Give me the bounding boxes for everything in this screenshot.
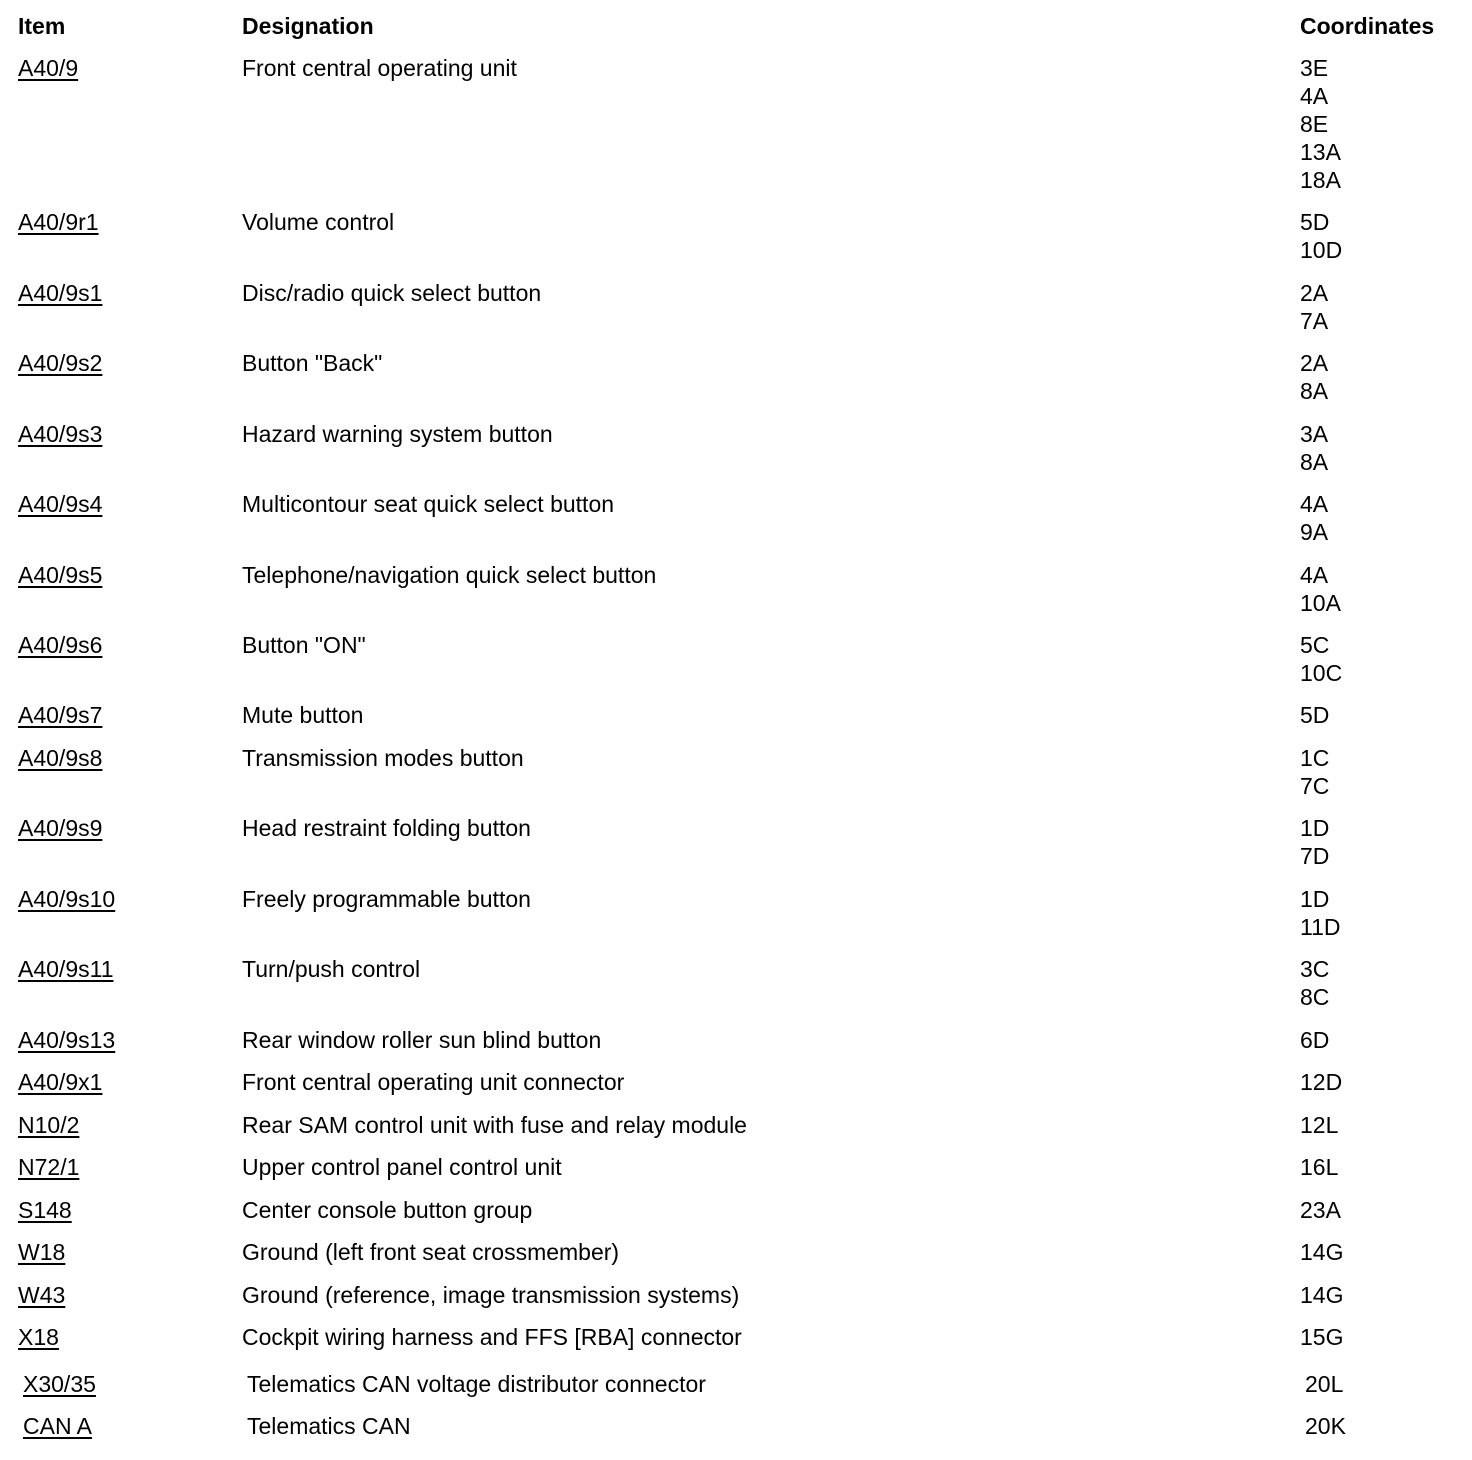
coordinates-cell	[1300, 420, 1328, 476]
designation-cell: Head restraint folding button	[242, 815, 531, 841]
designation-cell: Button "Back"	[242, 350, 383, 376]
designation-cell: Upper control panel control unit	[242, 1154, 562, 1180]
item-cell	[18, 54, 78, 82]
coordinates-cell	[1300, 1153, 1338, 1181]
designation-cell: Front central operating unit	[242, 55, 517, 81]
item-link[interactable]: A40/9s1	[18, 280, 103, 306]
coordinate-value: 3E	[1300, 55, 1329, 81]
item-link[interactable]: N72/1	[18, 1154, 80, 1180]
coordinate-value: 1D	[1300, 815, 1330, 841]
item-cell	[18, 631, 102, 659]
coordinate-value: 1D	[1300, 886, 1330, 912]
item-cell	[18, 701, 102, 729]
item-cell	[18, 208, 99, 236]
item-cell	[23, 1370, 96, 1398]
designation-cell: Transmission modes button	[242, 745, 524, 771]
designation-cell: Ground (left front seat crossmember)	[242, 1239, 620, 1265]
designation-cell: Ground (reference, image transmission systems)	[242, 1282, 740, 1308]
designation-cell: Front central operating unit connector	[242, 1069, 625, 1095]
header-item: Item	[18, 13, 66, 39]
item-link[interactable]: A40/9s4	[18, 491, 103, 517]
item-cell	[18, 1281, 65, 1309]
item-cell	[23, 1412, 92, 1440]
coordinate-value: 1C	[1300, 745, 1330, 771]
item-cell	[18, 1323, 59, 1351]
coordinate-value: 8E	[1300, 111, 1329, 137]
coordinate-value: 5C	[1300, 632, 1330, 658]
item-link[interactable]: A40/9s5	[18, 562, 103, 588]
designation-cell: Mute button	[242, 702, 364, 728]
header-coordinates: Coordinates	[1300, 13, 1435, 39]
item-cell	[18, 1026, 115, 1054]
coordinates-cell	[1300, 208, 1342, 264]
coordinate-value: 20L	[1305, 1371, 1344, 1397]
coordinate-value: 5D	[1300, 209, 1330, 235]
coordinates-cell	[1300, 561, 1341, 617]
coordinate-value: 9A	[1300, 519, 1329, 545]
coordinates-cell	[1300, 490, 1328, 546]
designation-cell: Freely programmable button	[242, 886, 531, 912]
designation-cell: Telematics CAN	[247, 1413, 411, 1439]
designation-cell: Telephone/navigation quick select button	[242, 562, 657, 588]
coordinate-value: 4A	[1300, 562, 1329, 588]
coordinate-value: 13A	[1300, 139, 1341, 165]
designation-cell: Center console button group	[242, 1197, 533, 1223]
item-cell	[18, 744, 102, 772]
coordinates-cell	[1300, 1068, 1342, 1096]
coordinate-value: 20K	[1305, 1413, 1346, 1439]
coordinates-cell	[1300, 1281, 1343, 1309]
item-cell	[18, 885, 115, 913]
designation-cell: Hazard warning system button	[242, 421, 553, 447]
item-link[interactable]: CAN A	[23, 1413, 93, 1439]
item-link[interactable]: A40/9s10	[18, 886, 116, 912]
coordinates-cell	[1300, 631, 1342, 687]
coordinate-value: 16L	[1300, 1154, 1339, 1180]
coordinate-value: 8A	[1300, 378, 1329, 404]
coordinates-cell	[1300, 54, 1341, 194]
coordinates-cell	[1300, 885, 1341, 941]
item-cell	[18, 490, 102, 518]
item-cell	[18, 1068, 102, 1096]
coordinate-value: 10C	[1300, 660, 1343, 686]
item-cell	[18, 349, 102, 377]
coordinates-cell	[1300, 1323, 1343, 1351]
item-link[interactable]: N10/2	[18, 1112, 80, 1138]
coordinate-value: 3C	[1300, 956, 1330, 982]
designation-cell: Multicontour seat quick select button	[242, 491, 615, 517]
coordinate-value: 10A	[1300, 590, 1341, 616]
coordinates-cell	[1300, 279, 1328, 335]
item-link[interactable]: A40/9s8	[18, 745, 103, 771]
coordinate-value: 2A	[1300, 350, 1329, 376]
coordinate-value: 15G	[1300, 1324, 1344, 1350]
item-cell	[18, 420, 102, 448]
coordinates-cell	[1300, 349, 1328, 405]
coordinate-value: 23A	[1300, 1197, 1341, 1223]
designation-cell: Button "ON"	[242, 632, 366, 658]
item-link[interactable]: W18	[18, 1239, 66, 1265]
coordinate-value: 7D	[1300, 843, 1330, 869]
coordinate-value: 2A	[1300, 280, 1329, 306]
designation-cell: Volume control	[242, 209, 395, 235]
item-link[interactable]: A40/9s2	[18, 350, 103, 376]
item-link[interactable]: S148	[18, 1197, 72, 1223]
coordinate-value: 14G	[1300, 1282, 1344, 1308]
coordinate-value: 5D	[1300, 702, 1330, 728]
item-cell	[18, 1238, 65, 1266]
item-link[interactable]: A40/9s9	[18, 815, 103, 841]
coordinates-cell	[1300, 1238, 1343, 1266]
item-cell	[18, 1111, 79, 1139]
item-cell	[18, 814, 102, 842]
item-link[interactable]: A40/9	[18, 55, 79, 81]
coordinate-value: 4A	[1300, 83, 1329, 109]
item-link[interactable]: X18	[18, 1324, 59, 1350]
coordinate-value: 12L	[1300, 1112, 1339, 1138]
designation-cell: Rear window roller sun blind button	[242, 1027, 602, 1053]
item-cell	[18, 279, 102, 307]
coordinates-cell	[1300, 744, 1329, 800]
item-link[interactable]: A40/9s7	[18, 702, 103, 728]
coordinate-value: 7C	[1300, 773, 1330, 799]
coordinate-value: 8C	[1300, 984, 1330, 1010]
coordinates-cell	[1305, 1370, 1343, 1398]
item-cell	[18, 561, 102, 589]
coordinate-value: 8A	[1300, 449, 1329, 475]
designation-cell: Turn/push control	[242, 956, 421, 982]
coordinates-cell	[1300, 955, 1329, 1011]
coordinate-value: 4A	[1300, 491, 1329, 517]
coordinate-value: 7A	[1300, 308, 1329, 334]
item-cell	[18, 955, 113, 983]
coordinates-cell	[1300, 1111, 1338, 1139]
item-cell	[18, 1196, 72, 1224]
designation-cell: Disc/radio quick select button	[242, 280, 542, 306]
coordinate-value: 6D	[1300, 1027, 1330, 1053]
coordinates-cell	[1300, 1026, 1329, 1054]
designation-cell: Cockpit wiring harness and FFS [RBA] connector	[242, 1324, 742, 1350]
designation-cell: Rear SAM control unit with fuse and relay module	[242, 1112, 747, 1138]
coordinate-value: 11D	[1300, 914, 1341, 940]
item-link[interactable]: A40/9s6	[18, 632, 103, 658]
header-designation: Designation	[242, 13, 374, 39]
item-link[interactable]: X30/35	[23, 1371, 96, 1397]
coordinate-value: 10D	[1300, 237, 1343, 263]
item-link[interactable]: A40/9s13	[18, 1027, 116, 1053]
coordinates-cell	[1300, 814, 1329, 870]
item-link[interactable]: A40/9r1	[18, 209, 99, 235]
coordinate-value: 14G	[1300, 1239, 1344, 1265]
coordinate-value: 12D	[1300, 1069, 1343, 1095]
coordinate-value: 18A	[1300, 167, 1341, 193]
item-link[interactable]: A40/9x1	[18, 1069, 103, 1095]
coordinates-cell	[1300, 1196, 1341, 1224]
item-cell	[18, 1153, 79, 1181]
item-link[interactable]: A40/9s3	[18, 421, 103, 447]
designation-cell: Telematics CAN voltage distributor connector	[247, 1371, 706, 1397]
coordinates-cell	[1305, 1412, 1346, 1440]
item-link[interactable]: W43	[18, 1282, 66, 1308]
item-link[interactable]: A40/9s11	[18, 956, 114, 982]
coordinates-cell	[1300, 701, 1329, 729]
coordinate-value: 3A	[1300, 421, 1329, 447]
